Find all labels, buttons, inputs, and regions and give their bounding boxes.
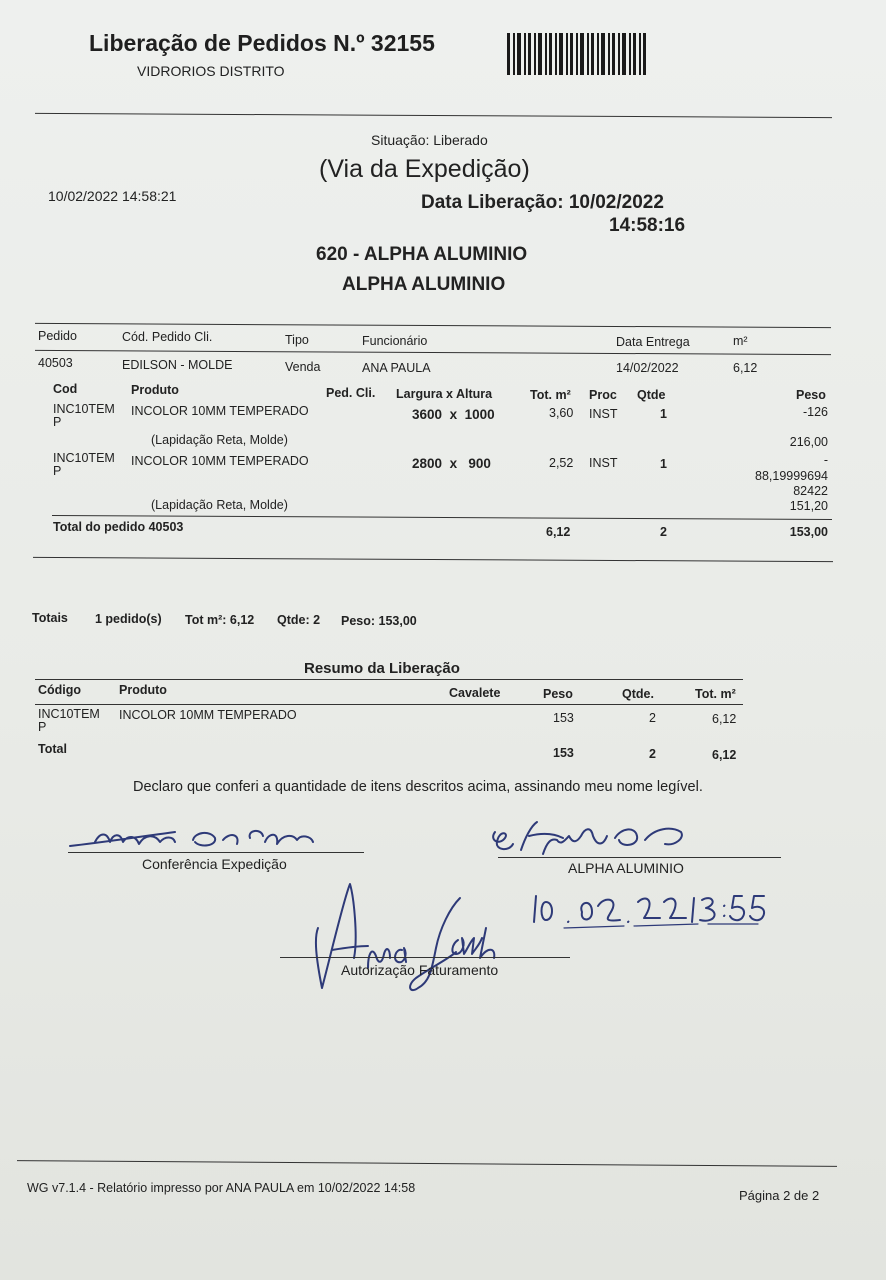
totals-tot-m2: Tot m²: 6,12	[185, 613, 255, 627]
summary-col-tot-m2: Tot. m²	[695, 687, 736, 701]
summary-total-qtde: 2	[649, 747, 656, 761]
order-data-entrega: 14/02/2022	[616, 361, 679, 375]
order-pedido: 40503	[38, 356, 73, 370]
client-code-name: 620 - ALPHA ALUMINIO	[316, 244, 528, 265]
col-funcionario: Funcionário	[362, 334, 428, 348]
item-2-cod-line2: P	[53, 464, 62, 478]
item-2-qtde: 1	[660, 457, 667, 471]
summary-top-line	[35, 679, 743, 680]
totals-peso: Peso: 153,00	[341, 614, 417, 628]
autorizacao-line	[280, 957, 570, 958]
order-table-top-line	[35, 323, 831, 328]
item-1-altura: 1000	[464, 407, 495, 422]
header-divider	[35, 113, 832, 118]
order-m2: 6,12	[733, 361, 758, 375]
col-m2: m²	[733, 334, 748, 348]
summary-col-peso: Peso	[543, 687, 573, 701]
item-2-peso-unit	[755, 469, 828, 499]
summary-total-tot-m2: 6,12	[712, 748, 737, 762]
item-1-largura: 3600	[412, 407, 443, 422]
declaration-text: Declaro que conferi a quantidade de itens descritos acima, assinando meu nome legível.	[133, 779, 703, 795]
summary-row-produto: INCOLOR 10MM TEMPERADO	[119, 708, 297, 722]
item-2-peso-unit-line1: 88,19999694	[755, 469, 828, 483]
items-col-dims: Largura x Altura	[396, 387, 493, 401]
barcode	[507, 33, 647, 75]
item-1-tot-m2: 3,60	[549, 406, 574, 420]
items-col-ped-cli: Ped. Cli.	[326, 386, 376, 400]
summary-row-peso: 153	[553, 711, 574, 725]
item-2-peso-unit-line2: 82422	[793, 484, 828, 498]
summary-row-codigo-line2: P	[38, 720, 47, 734]
order-cod-cli: EDILSON - MOLDE	[122, 358, 233, 372]
items-col-proc: Proc	[589, 388, 617, 402]
items-col-cod: Cod	[53, 382, 78, 396]
item-1-qtde: 1	[660, 407, 667, 421]
summary-row-tot-m2: 6,12	[712, 712, 737, 726]
item-2-produto: INCOLOR 10MM TEMPERADO	[131, 454, 309, 468]
totals-qtde: Qtde: 2	[277, 613, 321, 627]
items-col-peso: Peso	[796, 388, 826, 402]
item-1-cod-line2: P	[53, 415, 62, 429]
item-1-cod	[53, 403, 115, 429]
copy-label: (Via da Expedição)	[319, 155, 530, 183]
document-title: Liberação de Pedidos N.º 32155	[89, 30, 435, 56]
order-table-header-line	[35, 350, 831, 355]
summary-row-qtde: 2	[649, 711, 656, 725]
items-col-qtde: Qtde	[637, 388, 666, 402]
release-time: 14:58:16	[609, 215, 686, 236]
summary-title: Resumo da Liberação	[304, 660, 460, 677]
col-data-entrega: Data Entrega	[616, 335, 690, 349]
client-name: ALPHA ALUMINIO	[342, 274, 506, 295]
totals-pedidos: 1 pedido(s)	[95, 612, 162, 626]
item-2-cod	[53, 452, 115, 478]
autorizacao-label: Autorização Faturamento	[341, 962, 499, 978]
order-tipo: Venda	[285, 360, 321, 374]
totals-label: Totais	[32, 611, 68, 625]
order-bottom-line	[33, 557, 833, 562]
print-datetime: 10/02/2022 14:58:21	[48, 188, 177, 204]
summary-header-line	[35, 704, 743, 705]
item-1-produto: INCOLOR 10MM TEMPERADO	[131, 404, 309, 418]
item-2-proc: INST	[589, 456, 618, 470]
item-2-largura: 2800	[412, 456, 443, 471]
item-1-peso-unit: -126	[802, 405, 828, 419]
item-1-peso: 216,00	[789, 435, 828, 449]
summary-col-codigo: Código	[38, 683, 82, 697]
item-2-dims	[412, 456, 491, 471]
summary-row-codigo-line1: INC10TEM	[38, 707, 100, 721]
summary-total-label: Total	[38, 742, 67, 756]
order-total-peso: 153,00	[789, 525, 828, 539]
item-2-altura: 900	[468, 456, 491, 471]
summary-col-produto: Produto	[119, 683, 167, 697]
conferencia-label: Conferência Expedição	[142, 856, 287, 872]
order-total-qtde: 2	[660, 525, 667, 539]
item-2-cod-line1: INC10TEM	[53, 451, 115, 465]
conferencia-line	[68, 852, 364, 853]
order-funcionario: ANA PAULA	[362, 361, 431, 375]
handwritten-date	[528, 888, 778, 932]
items-col-produto: Produto	[131, 383, 179, 397]
items-col-tot-m2: Tot. m²	[530, 388, 571, 402]
item-1-proc: INST	[589, 407, 618, 421]
col-tipo: Tipo	[285, 333, 309, 347]
item-1-x: x	[449, 407, 458, 422]
item-2-tot-m2: 2,52	[549, 456, 574, 470]
order-total-label: Total do pedido 40503	[53, 520, 184, 534]
summary-total-peso: 153	[553, 746, 574, 760]
item-2-peso-dash: -	[823, 453, 828, 467]
company-name: VIDRORIOS DISTRITO	[137, 63, 285, 79]
order-total-tot-m2: 6,12	[546, 525, 571, 539]
footer-line	[17, 1160, 837, 1167]
client-signature	[485, 818, 700, 866]
item-1-dims	[412, 407, 495, 422]
client-signature-line	[498, 857, 781, 858]
autorizacao-signature	[310, 878, 520, 998]
release-date: Data Liberação: 10/02/2022	[421, 192, 664, 213]
summary-col-qtde: Qtde.	[622, 687, 654, 701]
footer-printed-by: WG v7.1.4 - Relatório impresso por ANA PAULA em 10/02/2022 14:58	[27, 1181, 416, 1195]
item-2-peso: 151,20	[789, 499, 828, 513]
footer-page-number: Página 2 de 2	[739, 1188, 820, 1203]
summary-col-cavalete: Cavalete	[449, 686, 501, 700]
col-pedido: Pedido	[38, 329, 77, 343]
item-2-obs: (Lapidação Reta, Molde)	[151, 498, 288, 512]
status-text: Situação: Liberado	[371, 132, 488, 148]
summary-row-codigo	[38, 708, 100, 734]
client-signature-label: ALPHA ALUMINIO	[568, 860, 684, 876]
col-cod-pedido-cli: Cód. Pedido Cli.	[122, 330, 213, 344]
item-1-cod-line1: INC10TEM	[53, 402, 115, 416]
item-2-x: x	[449, 456, 458, 471]
item-1-obs: (Lapidação Reta, Molde)	[151, 433, 288, 447]
